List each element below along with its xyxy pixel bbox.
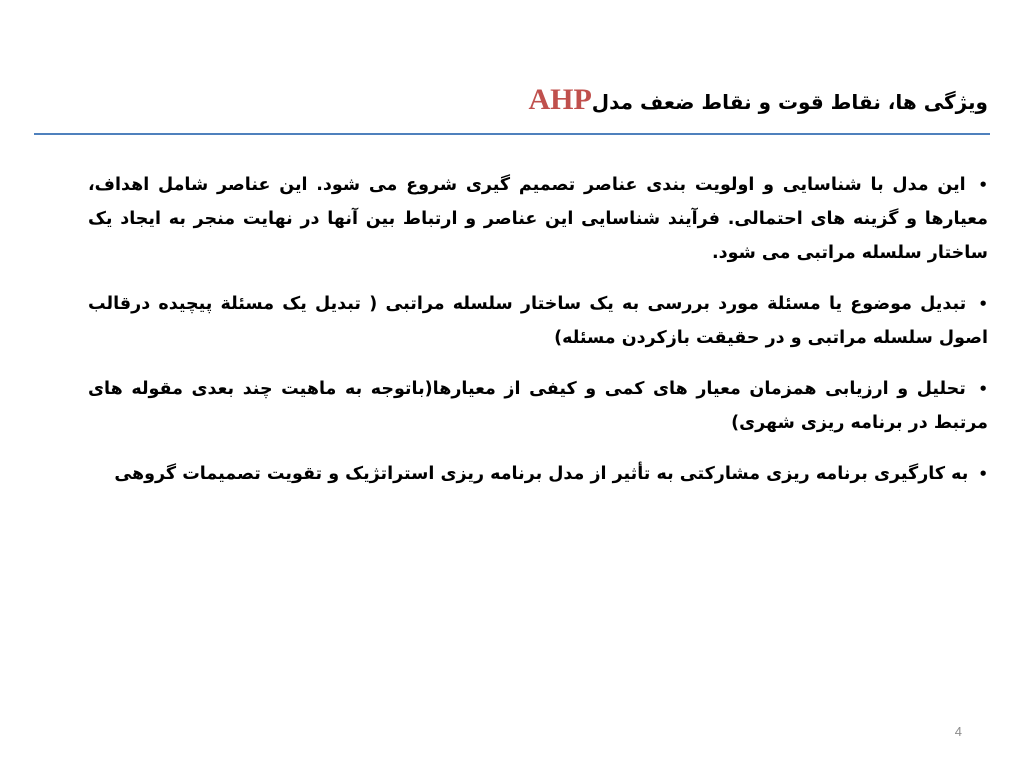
bullet-item xyxy=(88,287,988,355)
title-divider xyxy=(34,133,990,135)
bullet-text: تبدیل موضوع یا مسئلة مورد بررسی به یک ساختار سلسله مراتبی ( تبدیل یک مسئلة پیچیده درقالب اصول سلسله مراتبی و در حقیقت بازکردن مسئله) xyxy=(88,294,988,348)
bullet-item xyxy=(88,457,988,491)
bullet-marker: • xyxy=(978,295,988,313)
bullet-text: به کارگیری برنامه ریزی مشارکتی به تأثیر از مدل برنامه ریزی استراتژیک و تقویت تصمیمات گروهی xyxy=(114,464,969,484)
bullet-list xyxy=(88,168,988,508)
bullet-marker: • xyxy=(978,465,988,483)
bullet-item xyxy=(88,168,988,270)
page-number: 4 xyxy=(954,724,962,739)
bullet-marker: • xyxy=(978,176,988,194)
slide-title xyxy=(288,82,988,120)
slide-title-model: AHP xyxy=(528,83,592,116)
bullet-text: این مدل با شناسایی و اولویت بندی عناصر تصمیم گیری شروع می شود. این عناصر شامل اهداف، معیارها و گزینه های احتمالی. فرآیند شناسایی این عناصر و ارتباط بین آنها در نهایت منجر به ایجاد یک ساختار سلسله مراتبی می شود. xyxy=(88,175,988,263)
bullet-item xyxy=(88,372,988,440)
slide-title-text: ویژگی ها، نقاط قوت و نقاط ضعف مدل xyxy=(591,90,988,114)
bullet-marker: • xyxy=(978,380,988,398)
bullet-text: تحلیل و ارزیابی همزمان معیار های کمی و کیفی از معیارها(باتوجه به ماهیت چند بعدی مقوله های مرتبط در برنامه ریزی شهری) xyxy=(88,379,988,433)
